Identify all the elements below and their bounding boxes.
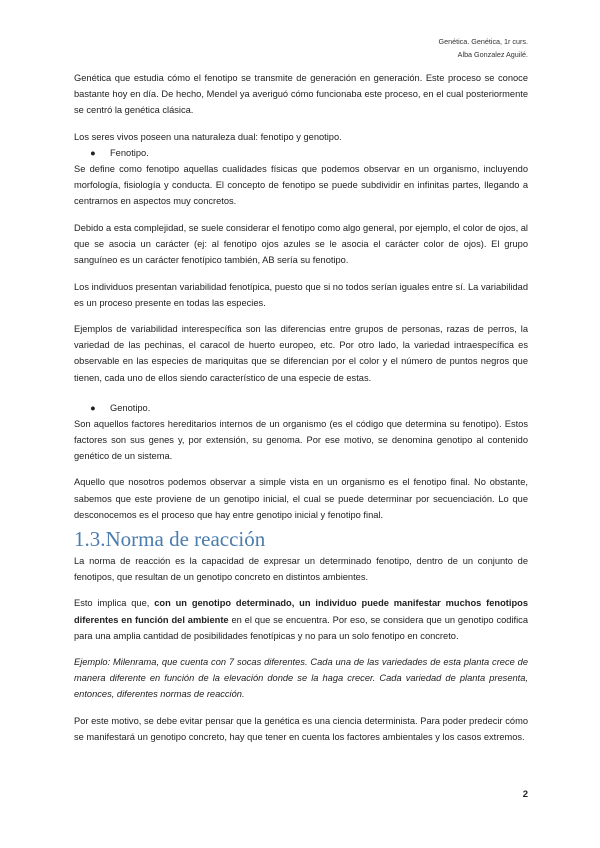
paragraph-genotipo-definition: Son aquellos factores hereditarios internos de un organismo (es el código que determina su fenotipo). Estos factores son sus genes y, por extensión, su genoma. Por ese motivo, se denomina genotipo al contenido genético de un sistema.	[74, 418, 528, 461]
paragraph-examples: Ejemplos de variabilidad interespecífica son las diferencias entre grupos de personas, razas de perros, la variedad de las pechinas, el caracol de huerto europeo, etc. Por otro lado, la variedad intraespecífica es observable en las especies de mariquitas que se diferencian por el color y el número de puntos negros que tienen, cada uno de ellos siendo característico de una especie de estas.	[74, 324, 528, 383]
bullet-icon: ●	[90, 147, 96, 158]
paragraph-complexity: Debido a esta complejidad, se suele considerar el fenotipo como algo general, por ejemplo, el color de ojos, al que se asocia un carácter (ej: al fenotipo ojos azules se le asocia el carácter color de ojos). El grupo sanguíneo es un carácter fenotípico también, AB sería su fenotipo.	[74, 222, 528, 265]
header-course: Genética. Genética, 1r curs.	[438, 37, 528, 46]
page-number: 2	[522, 789, 528, 800]
section-heading: 1.3.Norma de reacción	[74, 526, 266, 551]
paragraph-variability: Los individuos presentan variabilidad fenotípica, puesto que si no todos serían iguales entre sí. La variabilidad es un proceso presente en todas las especies.	[74, 281, 528, 308]
paragraph-fenotipo-definition: Se define como fenotipo aquellas cualidades físicas que podemos observar en un organismo, incluyendo morfología, fisiología y conducta. El concepto de fenotipo se puede subdividir en infinitas partes, llegando a centrarnos en aspectos muy concretos.	[74, 163, 528, 207]
paragraph-implication	[74, 595, 528, 643]
bullet-label: Fenotipo.	[110, 147, 149, 158]
paragraph-intro: Genética que estudia cómo el fenotipo se transmite de generación en generación. Este proceso se conoce bastante hoy en día. De hecho, Mendel ya averiguó cómo funcionaba este proceso, en el cual posteriormente se centró la genética clásica.	[74, 73, 528, 116]
header-author: Alba Gonzalez Aguilé.	[457, 50, 528, 59]
page-header	[439, 35, 529, 61]
implication-rest: en el que se encuentra. Por eso, se considera que un genotipo codifica para una amplia cantidad de posibilidades fenotípicas y no para un solo fenotipo en concreto.	[74, 614, 528, 641]
paragraph-observation: Aquello que nosotros podemos observar a simple vista en un organismo es el fenotipo final. No obstante, sabemos que este proviene de un genotipo inicial, el cual se puede determinar por secuenciación. Lo que desconocemos es el proceso que hay entre genotipo inicial y fenotipo final.	[74, 477, 528, 520]
page-body	[74, 70, 528, 756]
paragraph-norma-definition: La norma de reacción es la capacidad de expresar un determinado fenotipo, dentro de un conjunto de fenotipos, que resultan de un genotipo concreto en distintos ambientes.	[74, 555, 528, 582]
bullet-genotipo	[74, 400, 528, 416]
implication-emphasis: con un genotipo determinado, un individuo puede manifestar muchos fenotipos diferentes en función del ambiente	[74, 598, 528, 625]
paragraph-conclusion: Por este motivo, se debe evitar pensar que la genética es una ciencia determinista. Para poder predecir cómo se manifestará un genotipo concreto, hay que tener en cuenta los factores ambientales y los casos extremos.	[74, 716, 528, 743]
implication-intro: Esto implica que,	[74, 598, 155, 609]
bullet-icon: ●	[90, 402, 96, 413]
paragraph-example-milenrama: Ejemplo: Milenrama, que cuenta con 7 socas diferentes. Cada una de las variedades de esta planta crece de manera diferente en función de la elevación donde se la haga crecer. Cada variedad de planta presenta, entonces, diferentes normas de reacción.	[74, 657, 528, 700]
bullet-label: Genotipo.	[110, 402, 151, 413]
paragraph-dual-nature: Los seres vivos poseen una naturaleza dual: fenotipo y genotipo.	[74, 131, 342, 142]
bullet-fenotipo	[74, 145, 528, 161]
